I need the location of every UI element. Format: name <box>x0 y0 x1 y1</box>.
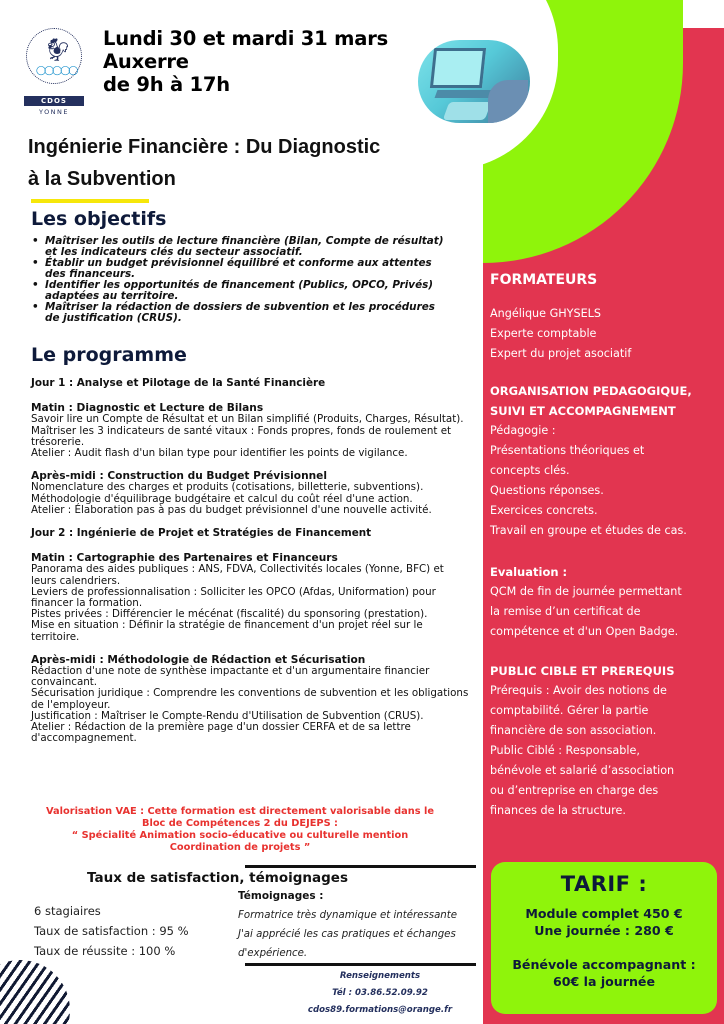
tarif-heading: TARIF : <box>560 872 648 896</box>
event-hours: de 9h à 17h <box>103 73 230 96</box>
event-info <box>103 27 388 96</box>
vae-line: Valorisation VAE : Cette formation est directement valorisable dans le <box>46 806 434 817</box>
organisation-line: Travail en groupe et études de cas. <box>490 524 687 537</box>
program-heading: Le programme <box>31 344 187 366</box>
hand-icon <box>488 80 528 123</box>
satisfaction-stats <box>34 901 189 961</box>
objective-item: • Maîtriser les outils de lecture financière (Bilan, Compte de résultat) et les indicateurs clés du secteur associatif. <box>31 236 451 258</box>
day-2-morning <box>31 553 471 643</box>
formateurs-heading: FORMATEURS <box>490 272 598 288</box>
tarif-volunteer-label: Bénévole accompagnant : <box>512 957 696 972</box>
tarif-box <box>491 862 717 1014</box>
vae-line: “ Spécialité Animation socio-éducative ou culturelle mention <box>71 830 409 841</box>
evaluation-heading: Evaluation : <box>490 565 568 579</box>
title-line-2: à la Subvention <box>28 168 176 190</box>
slot-line: Atelier : Élaboration pas à pas du budget prévisionnel d'une nouvelle activité. <box>31 503 432 516</box>
slot-line: Rédaction d'une note de synthèse impactante et d'un argumentaire financier convaincant. <box>31 665 430 689</box>
tarif-full: Module complet 450 € <box>525 906 683 921</box>
public-section <box>490 661 718 821</box>
public-line: Public Ciblé : Responsable, <box>490 744 640 757</box>
testimonial: J'ai apprécié les cas pratiques et échanges d'expérience. <box>238 929 456 959</box>
divider <box>245 865 476 868</box>
tarif-volunteer-price: 60€ la journée <box>552 974 656 989</box>
objectives-list <box>31 236 451 324</box>
organisation-line: Exercices concrets. <box>490 504 598 517</box>
organisation-section <box>490 381 718 541</box>
formateurs-section <box>490 304 718 364</box>
day-2-afternoon <box>31 655 471 745</box>
evaluation-line: QCM de fin de journée permettant <box>490 585 682 598</box>
contact-phone[interactable]: Tél : 03.86.52.09.92 <box>332 988 428 998</box>
olympic-rings-icon: ◯◯◯◯◯ <box>36 66 77 76</box>
organisation-line: Questions réponses. <box>490 484 604 497</box>
public-line: bénévole et salarié d’association <box>490 764 675 777</box>
organisation-heading: SUIVI ET ACCOMPAGNEMENT <box>490 404 676 418</box>
cdos-yonne-logo <box>22 28 86 116</box>
logo-sub: YONNE <box>38 108 70 116</box>
formateur-line: Experte comptable <box>490 327 597 340</box>
page-title <box>28 131 458 195</box>
accent-bar <box>31 199 149 203</box>
organisation-line: Pédagogie : <box>490 424 556 437</box>
testimonials-heading: Témoignages : <box>238 890 324 902</box>
slot-line: Mise en situation : Définir la stratégie de financement d'un projet réel sur le territoire. <box>31 619 423 643</box>
success-rate: Taux de réussite : 100 % <box>34 944 176 958</box>
public-heading: PUBLIC CIBLE ET PREREQUIS <box>490 664 675 678</box>
rooster-icon: 🐓︎ <box>44 38 72 63</box>
slot-line: Méthodologie d'équilibrage budgétaire et calcul du coût réel d'une action. <box>31 492 413 505</box>
vae-line: Coordination de projets ” <box>169 842 311 853</box>
slot-line: Leviers de professionnalisation : Solliciter les OPCO (Afdas, Uniformation) pour financer la formation. <box>31 585 436 610</box>
objective-item: • Établir un budget prévisionnel équilibré et conforme aux attentes des financeurs. <box>31 258 451 280</box>
title-line-1: Ingénierie Financière : Du Diagnostic <box>28 136 381 158</box>
contact-email[interactable]: cdos89.formations@orange.fr <box>307 1005 453 1015</box>
vae-line: Bloc de Compétences 2 du DEJEPS : <box>142 818 338 829</box>
slot-line: Savoir lire un Compte de Résultat et un Bilan simplifié (Produits, Charges, Résultat). <box>31 413 464 426</box>
event-dates: Lundi 30 et mardi 31 mars <box>103 27 389 50</box>
trainees-count: 6 stagiaires <box>34 904 101 918</box>
slot-title: Après-midi : Méthodologie de Rédaction et Sécurisation <box>31 653 366 666</box>
tarif-gap <box>491 939 717 956</box>
day-1-afternoon <box>31 471 471 516</box>
vae-notice <box>20 806 460 854</box>
satisfaction-heading: Taux de satisfaction, témoignages <box>87 870 348 886</box>
day-1-title: Jour 1 : Analyse et Pilotage de la Santé Financière <box>31 377 326 389</box>
public-line: comptabilité. Gérer la partie <box>490 704 649 717</box>
slot-line: Maîtriser les 3 indicateurs de santé vitaux : Fonds propres, fonds de roulement et trésorerie. <box>31 424 452 448</box>
organisation-heading: ORGANISATION PEDAGOGIQUE, <box>490 384 692 398</box>
public-line: financière de son association. <box>490 724 657 737</box>
tarif-lines <box>491 905 717 990</box>
laptop-icon <box>430 48 486 88</box>
evaluation-line: la remise d’un certificat de <box>490 605 641 618</box>
slot-title: Matin : Cartographie des Partenaires et Financeurs <box>31 552 338 565</box>
contact-heading: Renseignements <box>339 971 421 981</box>
objectives-heading: Les objectifs <box>31 208 167 230</box>
slot-line: Justification : Maîtriser le Compte-Rendu d'Utilisation de Subvention (CRUS). <box>31 709 424 722</box>
contact-info <box>300 968 460 1019</box>
striped-decoration <box>0 960 70 1024</box>
testimonials <box>238 906 478 963</box>
calculator-icon <box>443 102 492 120</box>
evaluation-line: compétence et d'un Open Badge. <box>490 625 679 638</box>
organisation-line: concepts clés. <box>490 464 570 477</box>
program-content <box>31 378 471 756</box>
slot-line: Pistes privées : Différencier le mécénat (fiscalité) du sponsoring (prestation). <box>31 608 428 621</box>
day-1-morning <box>31 403 471 459</box>
slot-title: Matin : Diagnostic et Lecture de Bilans <box>31 402 264 415</box>
formateur-line: Angélique GHYSELS <box>490 307 601 320</box>
day-2-title: Jour 2 : Ingénierie de Projet et Stratégies de Financement <box>31 527 372 540</box>
divider <box>245 963 476 966</box>
evaluation-section <box>490 562 718 642</box>
event-city: Auxerre <box>103 50 189 73</box>
slot-title: Après-midi : Construction du Budget Prévisionnel <box>31 470 327 483</box>
slot-line: Panorama des aides publiques : ANS, FDVA, Collectivités locales (Yonne, BFC) et leurs calendriers. <box>31 563 444 587</box>
tarif-day: Une journée : 280 € <box>534 923 674 938</box>
slot-line: Sécurisation juridique : Comprendre les conventions de subvention et les obligations de l'employeur. <box>31 687 469 711</box>
objective-item: • Maîtriser la rédaction de dossiers de subvention et les procédures de justification (CRUS). <box>31 302 451 324</box>
public-line: finances de la structure. <box>490 804 626 817</box>
slot-line: Atelier : Audit flash d'un bilan type pour identifier les points de vigilance. <box>31 447 408 460</box>
laptop-finance-photo <box>418 40 530 123</box>
public-line: ou d’entreprise en charge des <box>490 784 659 797</box>
organisation-line: Présentations théoriques et <box>490 444 645 457</box>
objective-item: • Identifier les opportunités de financement (Publics, OPCO, Privés) adaptées au territoire. <box>31 280 451 302</box>
testimonial: Formatrice très dynamique et intéressante <box>238 910 458 921</box>
slot-line: Nomenclature des charges et produits (cotisations, billetterie, subventions). <box>31 481 424 494</box>
satisfaction-rate: Taux de satisfaction : 95 % <box>34 924 189 938</box>
logo-band: CDOS <box>24 96 84 106</box>
formateur-line: Expert du projet asociatif <box>490 347 632 360</box>
slot-line: Atelier : Rédaction de la première page d'un dossier CERFA et de sa lettre d'accompagnement. <box>31 721 411 745</box>
public-line: Prérequis : Avoir des notions de <box>490 684 667 697</box>
